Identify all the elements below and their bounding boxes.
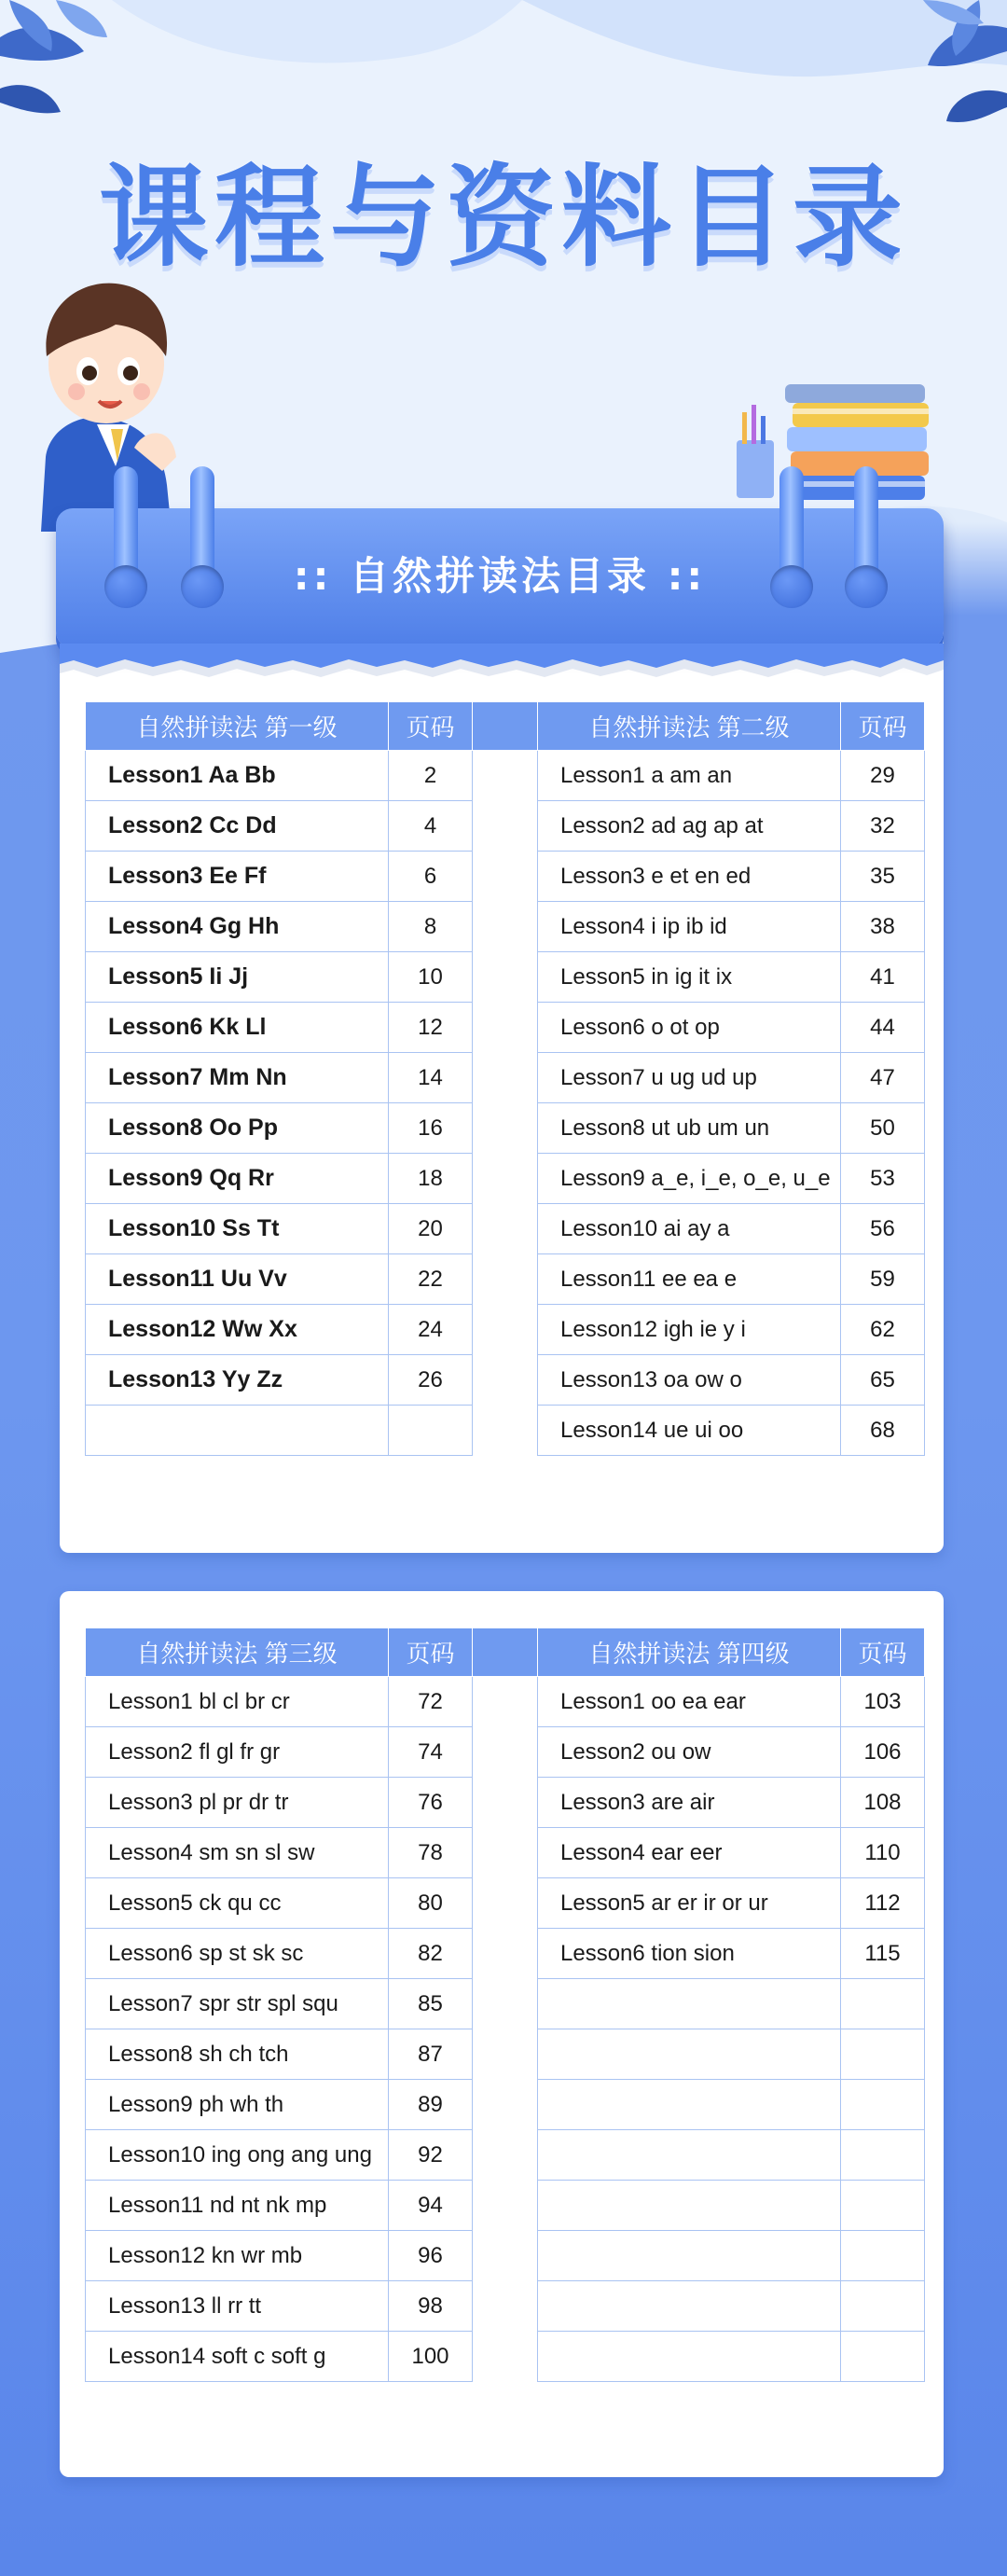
page-number-cell: 112 [841,1878,925,1929]
spacer-cell [473,2332,538,2382]
spacer-cell [473,1406,538,1456]
spacer-cell [473,1355,538,1406]
page-number-cell: 59 [841,1254,925,1305]
page-number-cell: 106 [841,1727,925,1778]
lesson-cell: Lesson9 Qq Rr [86,1154,389,1204]
torn-paper-edge [60,644,944,688]
page-number-cell [389,1406,473,1456]
table-row [86,1355,925,1406]
page-number-cell: 10 [389,952,473,1003]
table-row [86,2231,925,2281]
column-header-level-1: 自然拼读法 第一级 [86,702,389,751]
page-number-cell: 76 [389,1778,473,1828]
page-number-cell [841,2332,925,2382]
page-number-cell [841,2281,925,2332]
page-number-cell [841,2080,925,2130]
column-header-page: 页码 [389,1628,473,1677]
lesson-cell: Lesson14 soft c soft g [86,2332,389,2382]
table-row [86,1778,925,1828]
spacer-cell [473,902,538,952]
column-header-spacer [473,1628,538,1677]
page-number-cell: 2 [389,751,473,801]
lesson-cell [538,2281,841,2332]
lesson-cell [538,2231,841,2281]
page-number-cell: 62 [841,1305,925,1355]
binder-hole-icon [770,565,813,608]
table-row [86,952,925,1003]
page-number-cell: 56 [841,1204,925,1254]
table-row [86,1677,925,1727]
spacer-cell [473,1778,538,1828]
spacer-cell [473,1305,538,1355]
table-row [86,1406,925,1456]
lesson-cell: Lesson11 nd nt nk mp [86,2181,389,2231]
lesson-cell: Lesson1 oo ea ear [538,1677,841,1727]
column-header-page: 页码 [841,1628,925,1677]
page-number-cell [841,1979,925,2029]
table-row [86,1979,925,2029]
lesson-cell: Lesson13 ll rr tt [86,2281,389,2332]
books-illustration-icon [729,384,945,507]
page-number-cell: 12 [389,1003,473,1053]
column-header-page: 页码 [841,702,925,751]
lesson-cell [538,1979,841,2029]
page-number-cell: 103 [841,1677,925,1727]
lesson-cell [86,1406,389,1456]
column-header-level-2: 自然拼读法 第二级 [538,702,841,751]
spacer-cell [473,2080,538,2130]
table-row [86,1254,925,1305]
lesson-cell: Lesson2 Cc Dd [86,801,389,852]
lesson-cell: Lesson7 u ug ud up [538,1053,841,1103]
page-number-cell: 74 [389,1727,473,1778]
lesson-cell: Lesson8 sh ch tch [86,2029,389,2080]
lesson-cell: Lesson12 kn wr mb [86,2231,389,2281]
lesson-cell: Lesson11 ee ea e [538,1254,841,1305]
spacer-cell [473,952,538,1003]
lesson-cell: Lesson9 a_e, i_e, o_e, u_e [538,1154,841,1204]
lesson-cell: Lesson12 igh ie y i [538,1305,841,1355]
table-row [86,2281,925,2332]
page-number-cell: 110 [841,1828,925,1878]
spacer-cell [473,2281,538,2332]
page-number-cell: 35 [841,852,925,902]
page-number-cell: 85 [389,1979,473,2029]
table-row [86,1003,925,1053]
spacer-cell [473,1003,538,1053]
spacer-cell [473,1979,538,2029]
table-row [86,1305,925,1355]
lesson-cell: Lesson8 ut ub um un [538,1103,841,1154]
page-number-cell: 16 [389,1103,473,1154]
spacer-cell [473,1204,538,1254]
lesson-cell: Lesson10 Ss Tt [86,1204,389,1254]
page-number-cell: 14 [389,1053,473,1103]
spacer-cell [473,2231,538,2281]
table-row [86,1103,925,1154]
lesson-cell: Lesson5 Ii Jj [86,952,389,1003]
lesson-cell: Lesson3 are air [538,1778,841,1828]
spacer-cell [473,2181,538,2231]
table-row [86,1053,925,1103]
page-number-cell: 94 [389,2181,473,2231]
page-number-cell: 26 [389,1355,473,1406]
page-number-cell: 18 [389,1154,473,1204]
page-number-cell: 44 [841,1003,925,1053]
lesson-cell: Lesson1 a am an [538,751,841,801]
table-row [86,1878,925,1929]
page-number-cell: 72 [389,1677,473,1727]
lesson-cell: Lesson3 pl pr dr tr [86,1778,389,1828]
spacer-cell [473,1727,538,1778]
table-row [86,2080,925,2130]
lesson-cell: Lesson13 Yy Zz [86,1355,389,1406]
toc-table-level-1-2 [85,701,925,1456]
page-number-cell: 29 [841,751,925,801]
table-row [86,902,925,952]
column-header-level-4: 自然拼读法 第四级 [538,1628,841,1677]
table-row [86,2130,925,2181]
page-number-cell: 98 [389,2281,473,2332]
lesson-cell: Lesson6 tion sion [538,1929,841,1979]
page-number-cell: 41 [841,952,925,1003]
table-row [86,1727,925,1778]
lesson-cell: Lesson2 ou ow [538,1727,841,1778]
leaf-decoration-right-icon [867,0,1007,140]
table-row [86,2029,925,2080]
page-number-cell: 6 [389,852,473,902]
page-number-cell: 92 [389,2130,473,2181]
table-row [86,1828,925,1878]
lesson-cell [538,2080,841,2130]
spacer-cell [473,751,538,801]
page-number-cell: 100 [389,2332,473,2382]
page-number-cell: 32 [841,801,925,852]
leaf-decoration-left-icon [0,0,112,140]
spacer-cell [473,852,538,902]
page-number-cell: 20 [389,1204,473,1254]
table-row [86,1929,925,1979]
lesson-cell [538,2181,841,2231]
lesson-cell: Lesson7 Mm Nn [86,1053,389,1103]
lesson-cell: Lesson5 ck qu cc [86,1878,389,1929]
lesson-cell: Lesson2 fl gl fr gr [86,1727,389,1778]
lesson-cell [538,2130,841,2181]
table-row [86,852,925,902]
page-number-cell: 4 [389,801,473,852]
column-header-page: 页码 [389,702,473,751]
lesson-cell: Lesson10 ing ong ang ung [86,2130,389,2181]
table-row [86,751,925,801]
banner-title: :: 自然拼读法目录 :: [293,553,707,599]
table-row [86,1154,925,1204]
page-number-cell: 89 [389,2080,473,2130]
page-number-cell: 115 [841,1929,925,1979]
spacer-cell [473,1103,538,1154]
lesson-cell [538,2029,841,2080]
lesson-cell: Lesson5 in ig it ix [538,952,841,1003]
table-row [86,2181,925,2231]
page-number-cell: 38 [841,902,925,952]
lesson-cell: Lesson11 Uu Vv [86,1254,389,1305]
lesson-cell: Lesson8 Oo Pp [86,1103,389,1154]
page-number-cell [841,2181,925,2231]
lesson-cell: Lesson9 ph wh th [86,2080,389,2130]
column-header-spacer [473,702,538,751]
column-header-level-3: 自然拼读法 第三级 [86,1628,389,1677]
lesson-cell: Lesson1 Aa Bb [86,751,389,801]
page-number-cell: 65 [841,1355,925,1406]
lesson-cell: Lesson6 Kk Ll [86,1003,389,1053]
lesson-cell: Lesson3 e et en ed [538,852,841,902]
binder-hole-icon [181,565,224,608]
page-number-cell: 8 [389,902,473,952]
page-number-cell: 82 [389,1929,473,1979]
lesson-cell: Lesson14 ue ui oo [538,1406,841,1456]
lesson-cell: Lesson1 bl cl br cr [86,1677,389,1727]
lesson-cell: Lesson4 sm sn sl sw [86,1828,389,1878]
boy-illustration-icon [13,270,200,532]
spacer-cell [473,2029,538,2080]
lesson-cell: Lesson7 spr str spl squ [86,1979,389,2029]
lesson-cell [538,2332,841,2382]
lesson-cell: Lesson13 oa ow o [538,1355,841,1406]
page-number-cell: 50 [841,1103,925,1154]
lesson-cell: Lesson5 ar er ir or ur [538,1878,841,1929]
spacer-cell [473,1154,538,1204]
table-row [86,801,925,852]
binder-hole-icon [845,565,888,608]
spacer-cell [473,1254,538,1305]
page-number-cell: 96 [389,2231,473,2281]
page-number-cell: 22 [389,1254,473,1305]
table-header-row [86,1628,925,1677]
spacer-cell [473,801,538,852]
lesson-cell: Lesson2 ad ag ap at [538,801,841,852]
lesson-cell: Lesson4 i ip ib id [538,902,841,952]
spacer-cell [473,1828,538,1878]
lesson-cell: Lesson6 sp st sk sc [86,1929,389,1979]
spacer-cell [473,1677,538,1727]
page-number-cell: 87 [389,2029,473,2080]
toc-table-level-3-4 [85,1627,925,2382]
lesson-cell: Lesson12 Ww Xx [86,1305,389,1355]
page-number-cell: 80 [389,1878,473,1929]
lesson-cell: Lesson4 ear eer [538,1828,841,1878]
spacer-cell [473,1878,538,1929]
page-number-cell [841,2231,925,2281]
page-number-cell [841,2130,925,2181]
spacer-cell [473,1929,538,1979]
table-row [86,2332,925,2382]
page-number-cell: 24 [389,1305,473,1355]
spacer-cell [473,1053,538,1103]
page-title: 课程与资料目录 [98,153,908,282]
page-number-cell [841,2029,925,2080]
lesson-cell: Lesson3 Ee Ff [86,852,389,902]
spacer-cell [473,2130,538,2181]
page-number-cell: 47 [841,1053,925,1103]
table-row [86,1204,925,1254]
table-header-row [86,702,925,751]
lesson-cell: Lesson6 o ot op [538,1003,841,1053]
page-number-cell: 53 [841,1154,925,1204]
page-number-cell: 78 [389,1828,473,1878]
page-number-cell: 108 [841,1778,925,1828]
binder-hole-icon [104,565,147,608]
page-number-cell: 68 [841,1406,925,1456]
lesson-cell: Lesson4 Gg Hh [86,902,389,952]
lesson-cell: Lesson10 ai ay a [538,1204,841,1254]
